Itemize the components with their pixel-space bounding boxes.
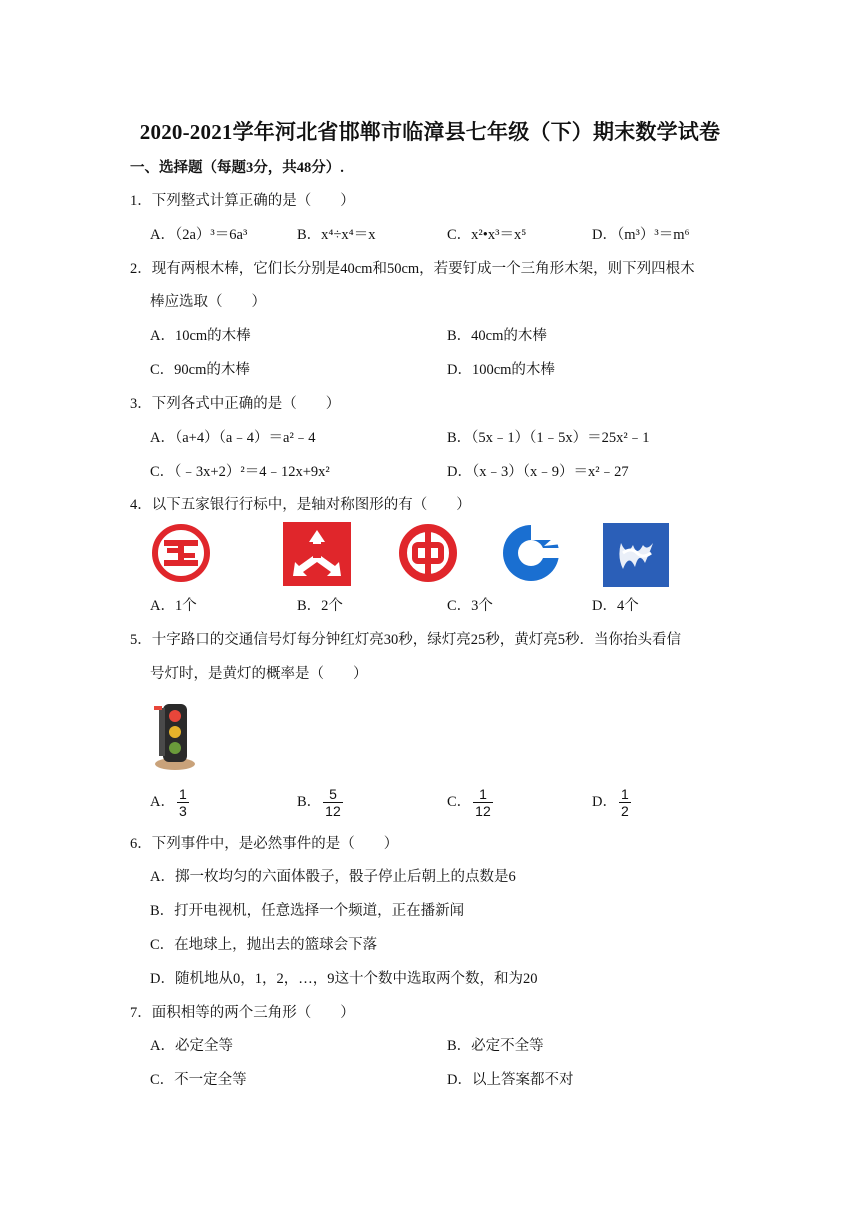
q7-option-a: A．必定全等 (150, 1038, 233, 1054)
fraction (619, 786, 631, 819)
fraction (177, 786, 189, 819)
q7-option-c: C．不一定全等 (150, 1072, 247, 1088)
numerator: 1 (473, 786, 493, 803)
question-7-stem: 7．面积相等的两个三角形（ ） (130, 1005, 355, 1021)
q6-option-c: C．在地球上，抛出去的篮球会下落 (150, 937, 378, 953)
icbc-logo-icon (150, 522, 212, 584)
traffic-light-icon (150, 698, 200, 772)
q7-option-d: D．以上答案都不对 (447, 1072, 574, 1088)
numerator: 5 (323, 786, 343, 803)
denominator: 2 (620, 803, 629, 819)
section-heading: 一、选择题（每题3分，共48分）. (130, 160, 344, 176)
q5-option-b (297, 786, 343, 819)
q1-option-c: C．x²•x³＝x⁵ (447, 227, 527, 243)
question-2-stem-cont: 棒应选取（ ） (150, 294, 266, 310)
question-4-stem: 4．以下五家银行行标中，是轴对称图形的有（ ） (130, 497, 471, 513)
question-5-stem: 5．十字路口的交通信号灯每分钟红灯亮30秒，绿灯亮25秒，黄灯亮5秒．当你抬头看信 (130, 632, 681, 648)
boc-logo-icon (397, 522, 459, 584)
q5-option-d (592, 786, 631, 819)
q5-option-b-label: B． (297, 793, 322, 810)
q3-option-a: A．（a+4）（a﹣4）＝a²﹣4 (150, 430, 316, 446)
q5-option-a-label: A． (150, 793, 175, 810)
q6-option-a: A．掷一枚均匀的六面体骰子，骰子停止后朝上的点数是6 (150, 869, 516, 885)
q5-option-d-label: D． (592, 793, 617, 810)
q6-option-b: B．打开电视机，任意选择一个频道，正在播新闻 (150, 903, 465, 919)
ccb-red-logo-icon (283, 522, 351, 586)
q1-option-a: A．（2a）³＝6a³ (150, 227, 248, 243)
q3-option-b: B．（5x﹣1）（1﹣5x）＝25x²﹣1 (447, 430, 650, 446)
question-2-stem: 2．现有两根木棒，它们长分别是40cm和50cm，若要钉成一个三角形木架，则下列四根木 (130, 261, 695, 277)
numerator: 1 (620, 786, 629, 802)
question-1-stem: 1．下列整式计算正确的是（ ） (130, 193, 355, 209)
q1-option-b: B．x⁴÷x⁴＝x (297, 227, 376, 243)
ccb-blue-logo-icon (500, 522, 562, 584)
fraction (323, 786, 343, 819)
q3-option-c: C．（﹣3x+2）²＝4﹣12x+9x² (150, 464, 330, 480)
q2-option-d: D．100cm的木棒 (447, 362, 555, 378)
page-title: 2020-2021学年河北省邯郸市临漳县七年级（下）期末数学试卷 (139, 120, 721, 144)
denominator: 3 (178, 803, 187, 819)
q6-option-d: D．随机地从0，1，2，…，9这十个数中选取两个数，和为20 (150, 971, 538, 987)
q2-option-b: B．40cm的木棒 (447, 328, 547, 344)
q4-option-a: A．1个 (150, 598, 197, 614)
q3-option-d: D．（x﹣3）（x﹣9）＝x²﹣27 (447, 464, 629, 480)
fraction (473, 786, 493, 819)
bank-blue-square-logo-icon (603, 523, 669, 587)
question-5-stem-cont: 号灯时，是黄灯的概率是（ ） (150, 666, 368, 682)
q1-option-d: D．（m³）³＝m⁶ (592, 227, 690, 243)
q5-option-c-label: C． (447, 793, 472, 810)
q2-option-c: C．90cm的木棒 (150, 362, 250, 378)
denominator: 12 (475, 803, 491, 819)
question-3-stem: 3．下列各式中正确的是（ ） (130, 396, 341, 412)
denominator: 12 (325, 803, 341, 819)
q4-option-b: B．2个 (297, 598, 343, 614)
q2-option-a: A．10cm的木棒 (150, 328, 251, 344)
q7-option-b: B．必定不全等 (447, 1038, 544, 1054)
q4-option-c: C．3个 (447, 598, 493, 614)
q5-option-a (150, 786, 189, 819)
question-6-stem: 6．下列事件中，是必然事件的是（ ） (130, 836, 399, 852)
q5-option-c (447, 786, 493, 819)
numerator: 1 (178, 786, 187, 802)
q4-option-d: D．4个 (592, 598, 639, 614)
